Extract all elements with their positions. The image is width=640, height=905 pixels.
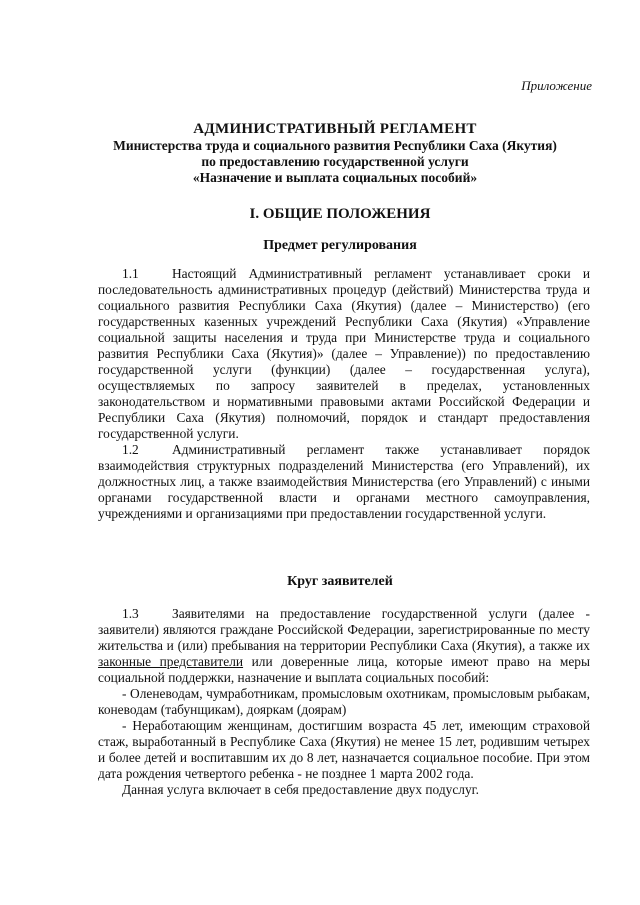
paragraph-text-continued: или доверенные лица, которые имеют право на меры социальной поддержки, назначение и выплата социальных пособий: — [98, 654, 590, 685]
bullet-item: - Оленеводам, чумработникам, промысловым охотникам, промысловым рыбакам, коневодам (табунщикам), дояркам (доярам) — [98, 686, 590, 717]
title-ministry: Министерства труда и социального развития Республики Саха (Якутия) — [113, 138, 557, 153]
title-purpose: по предоставлению государственной услуги — [201, 154, 469, 169]
paragraph-text: Административный регламент также устанавливает порядок взаимодействия структурных подразделений Министерства (его Управлений), их должностных лиц, а также взаимодействия Министерства (его Управлений) с иными органами государственной власти и органами местного самоуправления, учреждениями и организациями при предоставлении государственной услуги. — [98, 442, 590, 521]
paragraphs-1-1-and-1-2 — [98, 266, 590, 522]
paragraph-1-2 — [98, 442, 590, 522]
section-heading: I. ОБЩИЕ ПОЛОЖЕНИЯ — [249, 206, 431, 222]
closing-sentence: Данная услуга включает в себя предоставление двух подуслуг. — [122, 782, 480, 797]
underlined-text: законные представители — [98, 654, 244, 669]
title-service-name: «Назначение и выплата социальных пособий» — [192, 170, 478, 185]
paragraph-text: Заявителями на предоставление государственной услуги (далее - заявители) являются граждане Российской Федерации, зарегистрированные по месту жительства и (или) пребывания на территории Республики Саха (Якутия), а также их — [98, 606, 590, 653]
title-block — [60, 120, 610, 186]
paragraph-1-1 — [98, 266, 590, 442]
bullet-item: - Неработающим женщинам, достигшим возраста 45 лет, имеющим страховой стаж, выработанный в Республике Саха (Якутия) не менее 15 лет, родившим четырех и более детей и воспитавшим их до 8 лет, назначается социальное пособие. При этом дата рождения четвертого ребенка - не позднее 1 марта 2002 года. — [98, 718, 590, 781]
paragraph-number: 1.3 — [122, 606, 139, 621]
paragraph-1-3-block — [98, 606, 590, 798]
paragraph-text: Настоящий Административный регламент устанавливает сроки и последовательность административных процедур (действий) Министерства труда и социального развития Республики Саха (Якутия) (далее – Министерство) (его государственных казенных учреждений Республики Саха (Якутия) «Управление социальной защиты населения и труда при Министерстве труда и социального развития Республики Саха (Якутия)» (далее – Управление)) по предоставлению государственной услуги (функции) (далее – государственная услуга), осуществляемых по запросу заявителей в пределах, установленных законодательством и нормативными правовыми актами Российской Федерации и Республики Саха (Якутия) полномочий, порядок и стандарт предоставления государственной услуги. — [98, 266, 590, 441]
paragraph-1-3 — [98, 606, 590, 686]
annex-label: Приложение — [521, 78, 592, 93]
subheading-applicants: Круг заявителей — [287, 574, 393, 589]
paragraph-number: 1.2 — [122, 442, 139, 457]
subheading-subject: Предмет регулирования — [263, 238, 417, 253]
document-title: АДМИНИСТРАТИВНЫЙ РЕГЛАМЕНТ — [193, 121, 477, 137]
paragraph-number: 1.1 — [122, 266, 139, 281]
